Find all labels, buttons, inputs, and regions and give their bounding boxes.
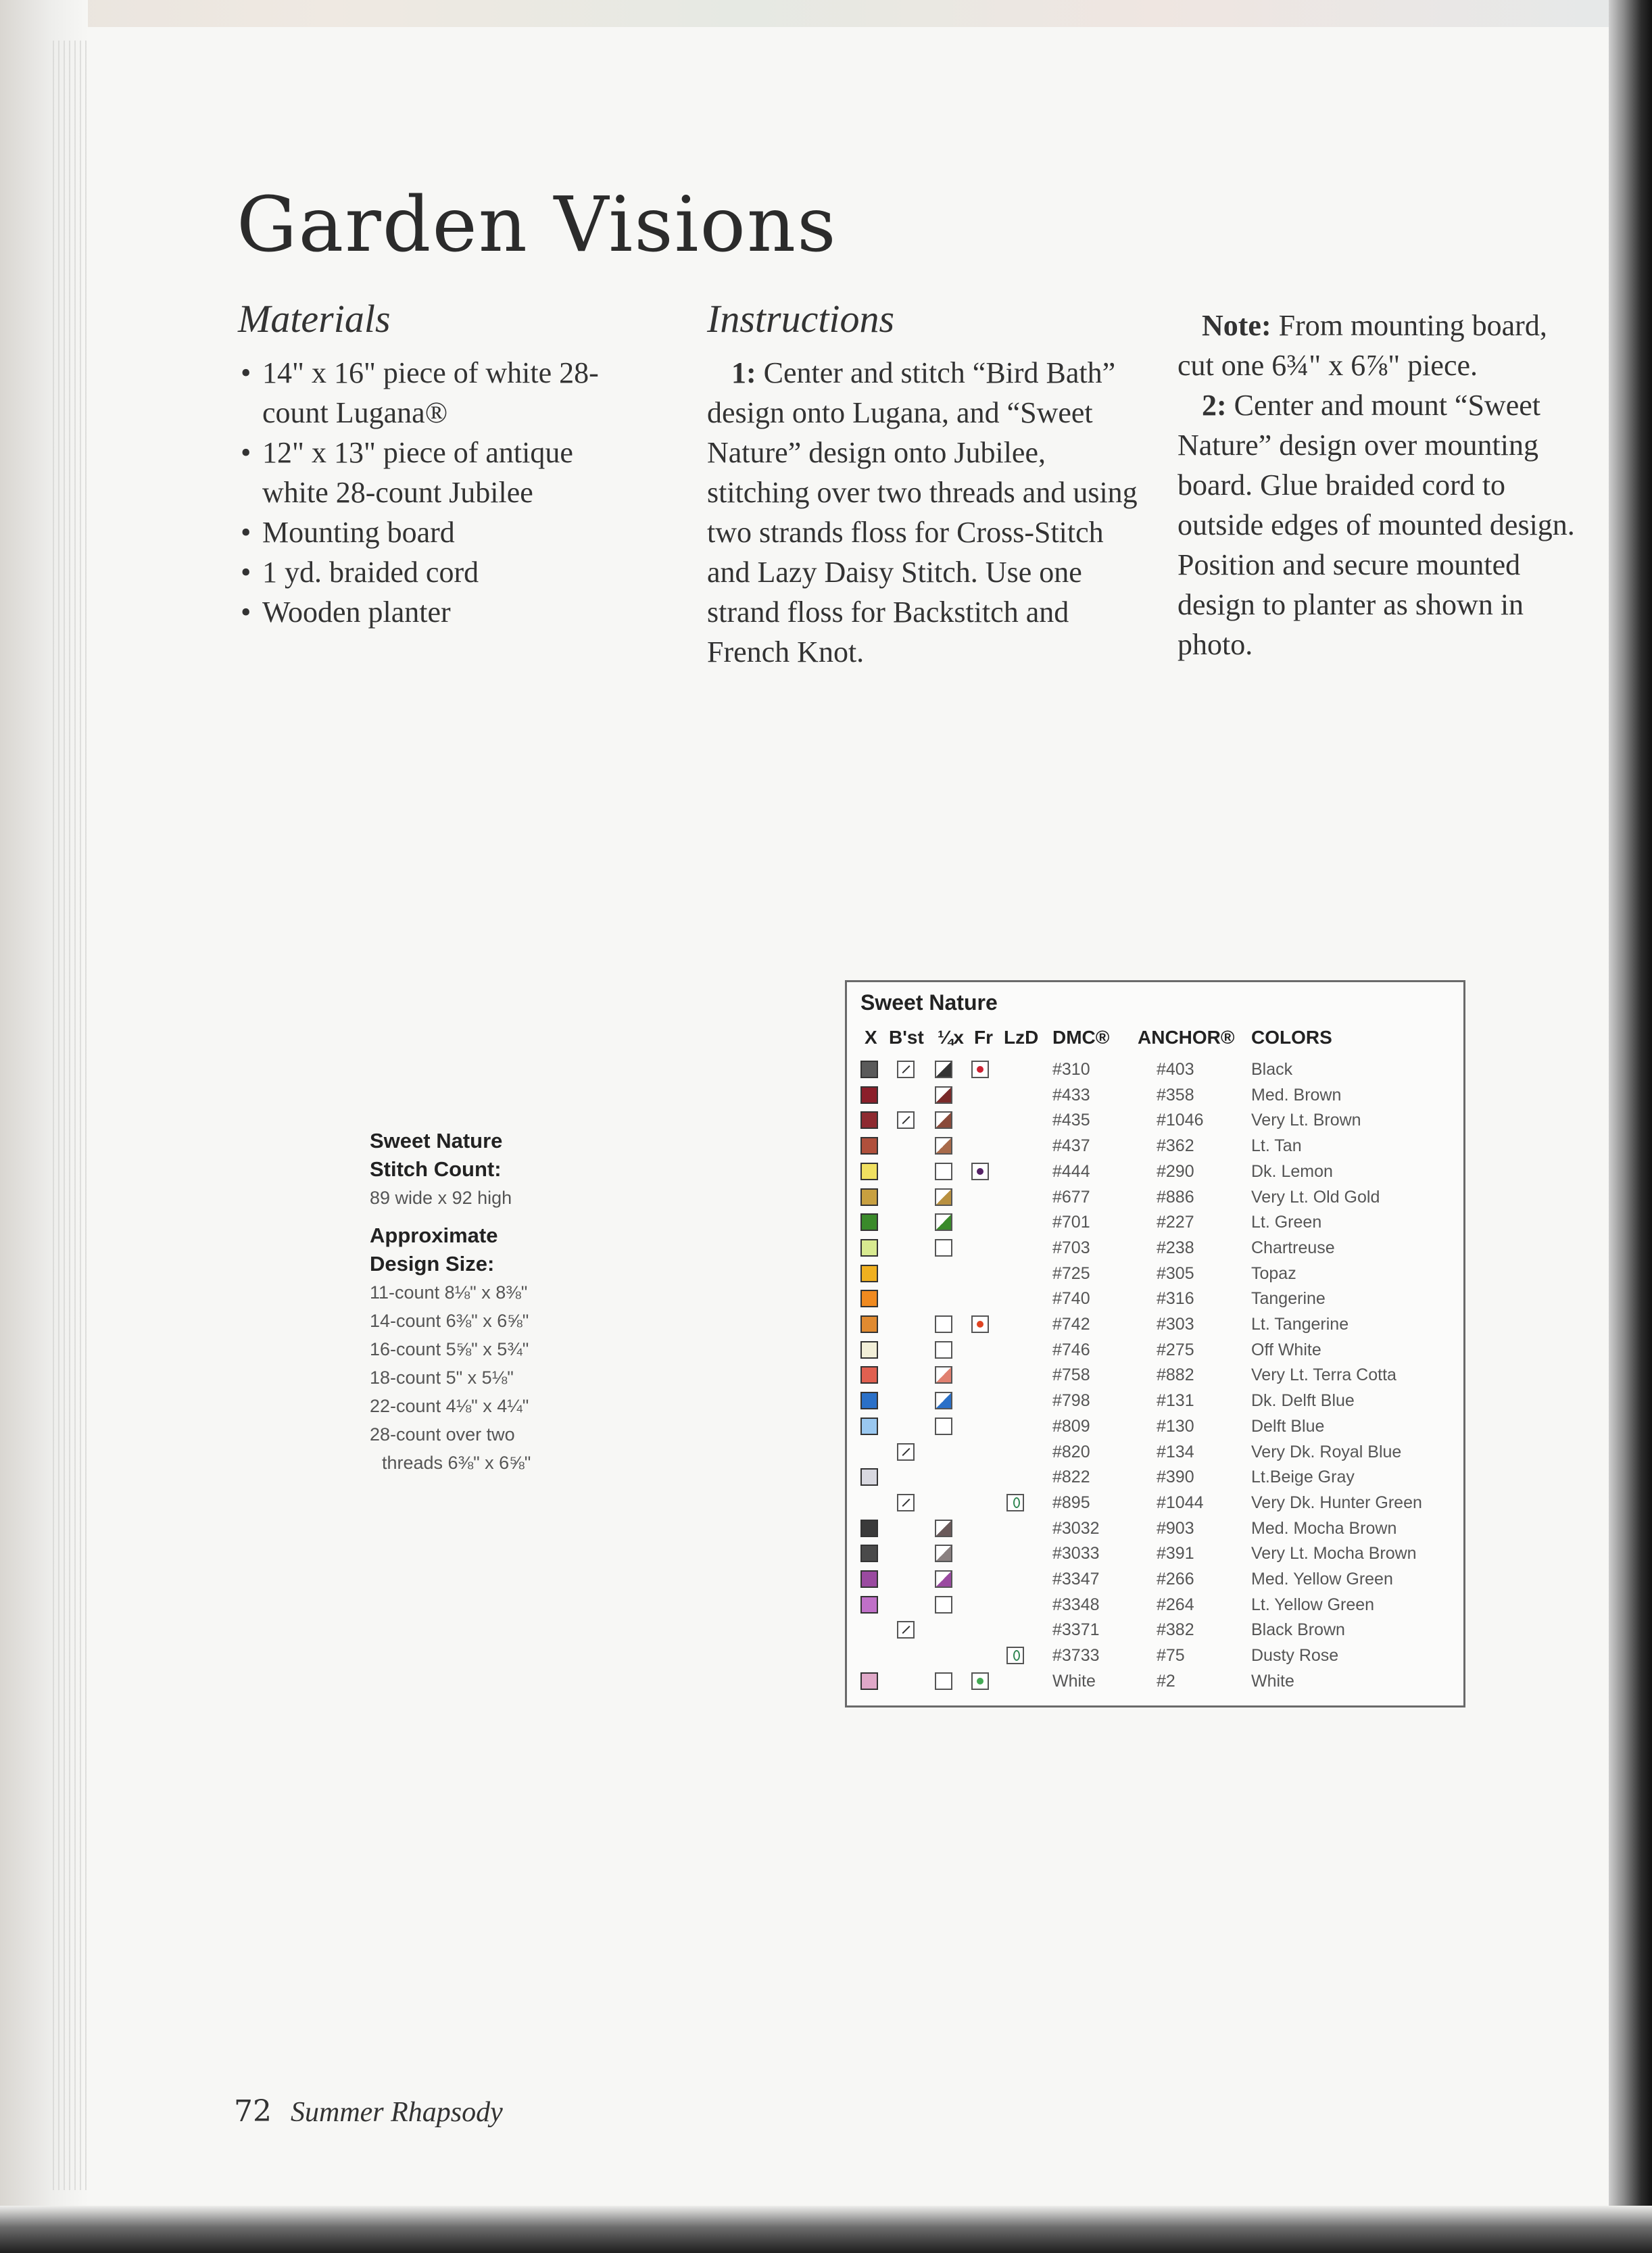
- color-key-row: [847, 1133, 1463, 1159]
- dmc-number: #3733: [1052, 1646, 1100, 1666]
- dmc-number: #742: [1052, 1315, 1090, 1334]
- color-key-row: [847, 1617, 1463, 1643]
- anchor-number: #391: [1157, 1544, 1194, 1564]
- cross-stitch-symbol: [860, 1061, 878, 1078]
- note-label: Note:: [1202, 309, 1271, 342]
- dmc-number: #3348: [1052, 1595, 1100, 1614]
- anchor-number: #362: [1157, 1136, 1194, 1156]
- color-name: Very Lt. Terra Cotta: [1251, 1365, 1396, 1385]
- color-name: Black: [1251, 1060, 1293, 1079]
- color-key-row: [847, 1107, 1463, 1133]
- anchor-number: #264: [1157, 1595, 1194, 1614]
- dmc-number: #703: [1052, 1238, 1090, 1257]
- color-name: Very Dk. Royal Blue: [1251, 1442, 1402, 1461]
- stitch-count-label-1: Sweet Nature: [370, 1129, 503, 1153]
- color-name: Lt. Tangerine: [1251, 1315, 1349, 1334]
- cross-stitch-symbol: [860, 1213, 878, 1231]
- color-name: Topaz: [1251, 1263, 1296, 1283]
- dmc-number: #3033: [1052, 1544, 1100, 1564]
- anchor-number: #305: [1157, 1263, 1194, 1283]
- materials-item: • 12" x 13" piece of antique white 28-count Jubilee: [238, 433, 616, 512]
- page-right-shadow: [1609, 0, 1652, 2253]
- color-key-row: [847, 1235, 1463, 1261]
- quarter-stitch-symbol: [935, 1213, 952, 1231]
- materials-list: [238, 353, 616, 632]
- dmc-number: #437: [1052, 1136, 1090, 1156]
- design-size-line: 22-count 4⅛" x 4¼": [370, 1396, 529, 1416]
- design-size-line: 14-count 6⅜" x 6⅝": [370, 1311, 529, 1331]
- quarter-stitch-symbol: [935, 1672, 952, 1690]
- dmc-number: #677: [1052, 1187, 1090, 1207]
- french-knot-symbol: [971, 1061, 989, 1078]
- cross-stitch-symbol: [860, 1418, 878, 1435]
- color-name: White: [1251, 1671, 1294, 1691]
- step-2-text: Center and mount “Sweet Nature” design over mounting board. Glue braided cord to outside edges of mounted design. Position and secure mounted design to planter as shown in photo.: [1177, 389, 1575, 661]
- color-key-row: [847, 1362, 1463, 1388]
- cross-stitch-symbol: [860, 1366, 878, 1384]
- header-lazy-daisy: LzD: [1004, 1027, 1039, 1048]
- quarter-stitch-symbol: [935, 1418, 952, 1435]
- design-size-label-1: Approximate: [370, 1224, 498, 1247]
- cross-stitch-symbol: [860, 1239, 878, 1257]
- anchor-number: #275: [1157, 1340, 1194, 1359]
- dmc-number: #725: [1052, 1263, 1090, 1283]
- color-name: Very Dk. Hunter Green: [1251, 1493, 1422, 1512]
- dmc-number: #3032: [1052, 1518, 1100, 1538]
- anchor-number: #358: [1157, 1085, 1194, 1105]
- quarter-stitch-symbol: [935, 1520, 952, 1537]
- dmc-number: #3347: [1052, 1570, 1100, 1589]
- quarter-stitch-symbol: [935, 1341, 952, 1359]
- cross-stitch-symbol: [860, 1315, 878, 1333]
- quarter-stitch-symbol: [935, 1239, 952, 1257]
- instructions-step-2: [1177, 385, 1590, 664]
- dmc-number: #746: [1052, 1340, 1090, 1359]
- color-key-row: [847, 1261, 1463, 1286]
- cross-stitch-symbol: [860, 1341, 878, 1359]
- anchor-number: #1046: [1157, 1111, 1204, 1130]
- header-anchor: ANCHOR®: [1138, 1027, 1235, 1048]
- color-name: Black Brown: [1251, 1620, 1345, 1640]
- dmc-number: #895: [1052, 1493, 1090, 1512]
- materials-section: [238, 297, 616, 632]
- color-key-row: [847, 1337, 1463, 1363]
- cross-stitch-symbol: [860, 1111, 878, 1129]
- page-bottom-edge: [0, 2206, 1652, 2253]
- quarter-stitch-symbol: [935, 1596, 952, 1614]
- design-size-line: threads 6⅜" x 6⅝": [382, 1453, 531, 1473]
- color-key-row: [847, 1388, 1463, 1413]
- header-french-knot: Fr: [974, 1027, 993, 1048]
- backstitch-symbol: [897, 1621, 915, 1639]
- dmc-number: #310: [1052, 1060, 1090, 1079]
- color-name: Med. Yellow Green: [1251, 1570, 1393, 1589]
- color-key-row: [847, 1159, 1463, 1184]
- color-key-row: [847, 1643, 1463, 1668]
- anchor-number: #886: [1157, 1187, 1194, 1207]
- cross-stitch-symbol: [860, 1596, 878, 1614]
- quarter-stitch-symbol: [935, 1570, 952, 1588]
- materials-item: • Mounting board: [238, 512, 616, 552]
- cross-stitch-symbol: [860, 1137, 878, 1155]
- materials-item: • Wooden planter: [238, 592, 616, 632]
- color-key-row: [847, 1311, 1463, 1337]
- french-knot-symbol: [971, 1672, 989, 1690]
- page-number: 72: [234, 2094, 272, 2129]
- quarter-stitch-symbol: [935, 1163, 952, 1180]
- dmc-number: #740: [1052, 1289, 1090, 1309]
- design-size-label-2: Design Size:: [370, 1252, 495, 1276]
- anchor-number: #266: [1157, 1570, 1194, 1589]
- color-key-row: [847, 1464, 1463, 1490]
- stitch-count-box: [370, 1127, 586, 1477]
- quarter-stitch-symbol: [935, 1111, 952, 1129]
- anchor-number: #403: [1157, 1060, 1194, 1079]
- cross-stitch-symbol: [860, 1392, 878, 1409]
- dmc-number: #809: [1052, 1416, 1090, 1436]
- backstitch-symbol: [897, 1111, 915, 1129]
- dmc-number: #435: [1052, 1111, 1090, 1130]
- anchor-number: #238: [1157, 1238, 1194, 1257]
- design-size-line: 28-count over two: [370, 1424, 515, 1445]
- quarter-stitch-symbol: [935, 1086, 952, 1104]
- color-key-row: [847, 1668, 1463, 1694]
- stitch-count-label-2: Stitch Count:: [370, 1157, 502, 1181]
- cross-stitch-symbol: [860, 1163, 878, 1180]
- color-key-row: [847, 1082, 1463, 1108]
- french-knot-symbol: [971, 1315, 989, 1333]
- note-section: [1177, 306, 1590, 664]
- color-key-row: [847, 1413, 1463, 1439]
- quarter-stitch-symbol: [935, 1188, 952, 1206]
- materials-item: • 14" x 16" piece of white 28-count Lugana®: [238, 353, 616, 433]
- cross-stitch-symbol: [860, 1570, 878, 1588]
- color-name: Very Lt. Old Gold: [1251, 1187, 1380, 1207]
- backstitch-symbol: [897, 1494, 915, 1511]
- color-key-row: [847, 1184, 1463, 1210]
- color-key-row: [847, 1516, 1463, 1541]
- instructions-step-1: [707, 353, 1140, 672]
- color-key-row: [847, 1566, 1463, 1592]
- dmc-number: White: [1052, 1671, 1096, 1691]
- header-backstitch: B'st: [889, 1027, 924, 1048]
- dmc-number: #822: [1052, 1468, 1090, 1487]
- anchor-number: #382: [1157, 1620, 1194, 1640]
- color-key-row: [847, 1209, 1463, 1235]
- quarter-stitch-symbol: [935, 1061, 952, 1078]
- lazy-daisy-symbol: [1006, 1647, 1024, 1664]
- color-name: Lt.Beige Gray: [1251, 1468, 1355, 1487]
- design-size-line: 11-count 8⅛" x 8⅜": [370, 1282, 528, 1303]
- header-dmc: DMC®: [1052, 1027, 1110, 1048]
- quarter-stitch-symbol: [935, 1315, 952, 1333]
- color-name: Lt. Green: [1251, 1213, 1322, 1232]
- anchor-number: #75: [1157, 1646, 1185, 1666]
- dmc-number: #820: [1052, 1442, 1090, 1461]
- note-text: From mounting board, cut one 6¾" x 6⅞" piece.: [1177, 309, 1547, 382]
- anchor-number: #903: [1157, 1518, 1194, 1538]
- anchor-number: #290: [1157, 1161, 1194, 1181]
- color-key-row: [847, 1541, 1463, 1566]
- lazy-daisy-symbol: [1006, 1494, 1024, 1511]
- color-name: Very Lt. Brown: [1251, 1111, 1361, 1130]
- anchor-number: #2: [1157, 1671, 1175, 1691]
- color-key-row: [847, 1490, 1463, 1516]
- materials-heading: Materials: [238, 297, 391, 341]
- color-key-row: [847, 1439, 1463, 1465]
- page-title: Garden Visions: [237, 181, 837, 269]
- backstitch-symbol: [897, 1443, 915, 1461]
- cross-stitch-symbol: [860, 1188, 878, 1206]
- dmc-number: #444: [1052, 1161, 1090, 1181]
- header-colors: COLORS: [1251, 1027, 1332, 1048]
- dmc-number: #798: [1052, 1391, 1090, 1411]
- anchor-number: #130: [1157, 1416, 1194, 1436]
- quarter-stitch-symbol: [935, 1137, 952, 1155]
- color-name: Lt. Yellow Green: [1251, 1595, 1375, 1614]
- color-name: Med. Mocha Brown: [1251, 1518, 1397, 1538]
- anchor-number: #390: [1157, 1468, 1194, 1487]
- materials-item: • 1 yd. braided cord: [238, 552, 616, 592]
- note-paragraph: [1177, 306, 1590, 385]
- color-name: Dk. Delft Blue: [1251, 1391, 1355, 1411]
- quarter-stitch-symbol: [935, 1545, 952, 1562]
- header-quarter-stitch: ¼x: [938, 1027, 964, 1048]
- binding-lines: [53, 41, 88, 2190]
- quarter-stitch-symbol: [935, 1392, 952, 1409]
- french-knot-symbol: [971, 1163, 989, 1180]
- color-name: Lt. Tan: [1251, 1136, 1302, 1156]
- page-footer: [234, 2094, 503, 2129]
- design-size-line: 18-count 5" x 5⅛": [370, 1367, 514, 1388]
- color-key-row: [847, 1057, 1463, 1082]
- cross-stitch-symbol: [860, 1468, 878, 1486]
- anchor-number: #882: [1157, 1365, 1194, 1385]
- cross-stitch-symbol: [860, 1545, 878, 1562]
- cross-stitch-symbol: [860, 1290, 878, 1307]
- instructions-section: [707, 297, 1140, 672]
- color-key-row: [847, 1286, 1463, 1311]
- color-name: Tangerine: [1251, 1289, 1326, 1309]
- cross-stitch-symbol: [860, 1265, 878, 1282]
- color-name: Med. Brown: [1251, 1085, 1342, 1105]
- anchor-number: #134: [1157, 1442, 1194, 1461]
- design-size-line: 16-count 5⅝" x 5¾": [370, 1339, 529, 1359]
- color-name: Chartreuse: [1251, 1238, 1335, 1257]
- anchor-number: #227: [1157, 1213, 1194, 1232]
- color-key: [845, 980, 1465, 1707]
- instructions-heading: Instructions: [707, 297, 895, 341]
- color-name: Off White: [1251, 1340, 1321, 1359]
- color-name: Delft Blue: [1251, 1416, 1325, 1436]
- color-name: Dk. Lemon: [1251, 1161, 1333, 1181]
- anchor-number: #131: [1157, 1391, 1194, 1411]
- cross-stitch-symbol: [860, 1672, 878, 1690]
- dmc-number: #433: [1052, 1085, 1090, 1105]
- color-name: Very Lt. Mocha Brown: [1251, 1544, 1417, 1564]
- anchor-number: #1044: [1157, 1493, 1204, 1512]
- color-name: Dusty Rose: [1251, 1646, 1339, 1666]
- quarter-stitch-symbol: [935, 1366, 952, 1384]
- stitch-count-value: 89 wide x 92 high: [370, 1188, 512, 1208]
- dmc-number: #3371: [1052, 1620, 1100, 1640]
- cross-stitch-symbol: [860, 1520, 878, 1537]
- step-1-text: Center and stitch “Bird Bath” design onto Lugana, and “Sweet Nature” design onto Jubilee, stitching over two threads and using two strands floss for Cross-Stitch and Lazy Daisy Stitch. Use one strand floss for Backstitch and French Knot.: [707, 356, 1138, 669]
- anchor-number: #316: [1157, 1289, 1194, 1309]
- step-2-label: 2:: [1202, 389, 1227, 422]
- backstitch-symbol: [897, 1061, 915, 1078]
- dmc-number: #758: [1052, 1365, 1090, 1385]
- book-title: Summer Rhapsody: [291, 2097, 503, 2128]
- anchor-number: #303: [1157, 1315, 1194, 1334]
- cross-stitch-symbol: [860, 1086, 878, 1104]
- step-1-label: 1:: [731, 356, 756, 389]
- dmc-number: #701: [1052, 1213, 1090, 1232]
- color-key-row: [847, 1592, 1463, 1618]
- color-key-title: Sweet Nature: [860, 990, 998, 1015]
- header-x: X: [865, 1027, 877, 1048]
- page-top-edge: [0, 0, 1652, 27]
